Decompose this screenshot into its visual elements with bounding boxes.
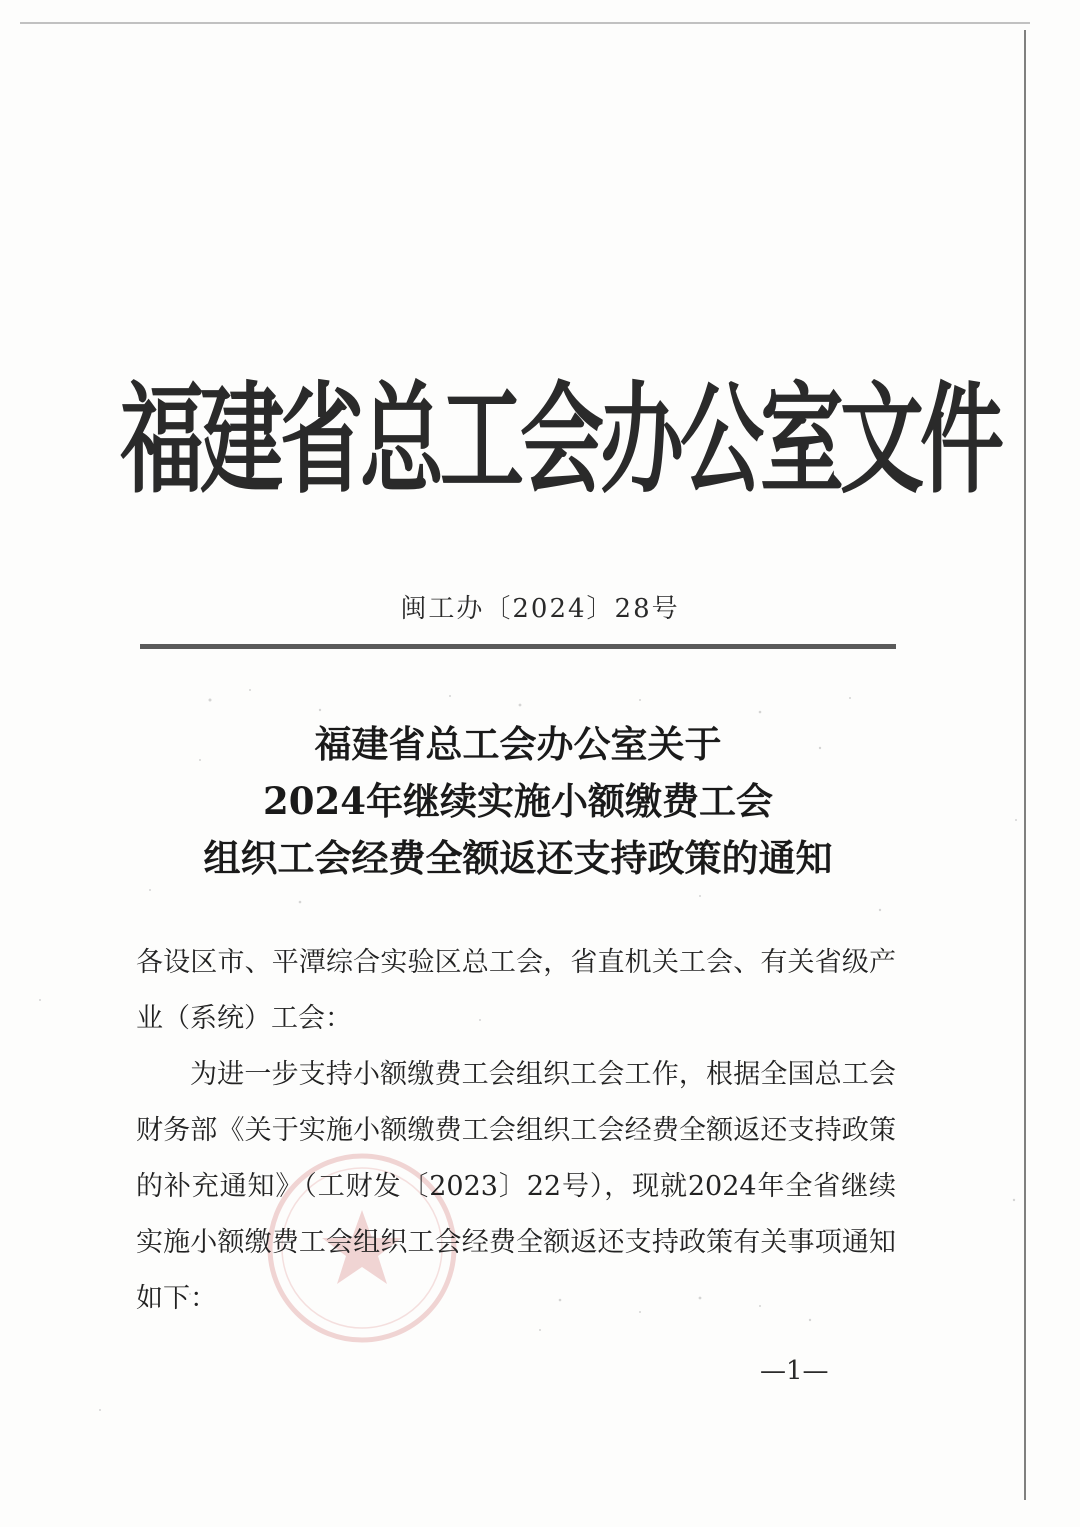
scan-top-edge xyxy=(20,22,1030,24)
title-line-2: 2024年继续实施小额缴费工会 xyxy=(263,779,773,823)
body-paragraph-1: 为进一步支持小额缴费工会组织工会工作，根据全国总工会财务部《关于实施小额缴费工会组织工会经费全额返还支持政策的补充通知》（工财发〔2023〕22号），现就2024年全省继续实施小额缴费工会组织工会经费全额返还支持政策有关事项通知如下： xyxy=(136,1059,896,1314)
title-line-3: 组织工会经费全额返还支持政策的通知 xyxy=(203,836,833,880)
page-number: —1— xyxy=(760,1356,829,1386)
masthead-divider xyxy=(140,644,896,649)
document-masthead: 福建省总工会办公室文件 xyxy=(120,368,1001,510)
document-number: 闽工办〔2024〕28号 xyxy=(400,594,680,624)
document-title xyxy=(140,716,896,887)
salutation: 各设区市、平潭综合实验区总工会，省直机关工会、有关省级产业（系统）工会： xyxy=(136,947,896,1034)
title-line-1: 福建省总工会办公室关于 xyxy=(314,722,722,766)
document-body xyxy=(136,935,896,1327)
scan-right-edge xyxy=(1024,30,1026,1500)
